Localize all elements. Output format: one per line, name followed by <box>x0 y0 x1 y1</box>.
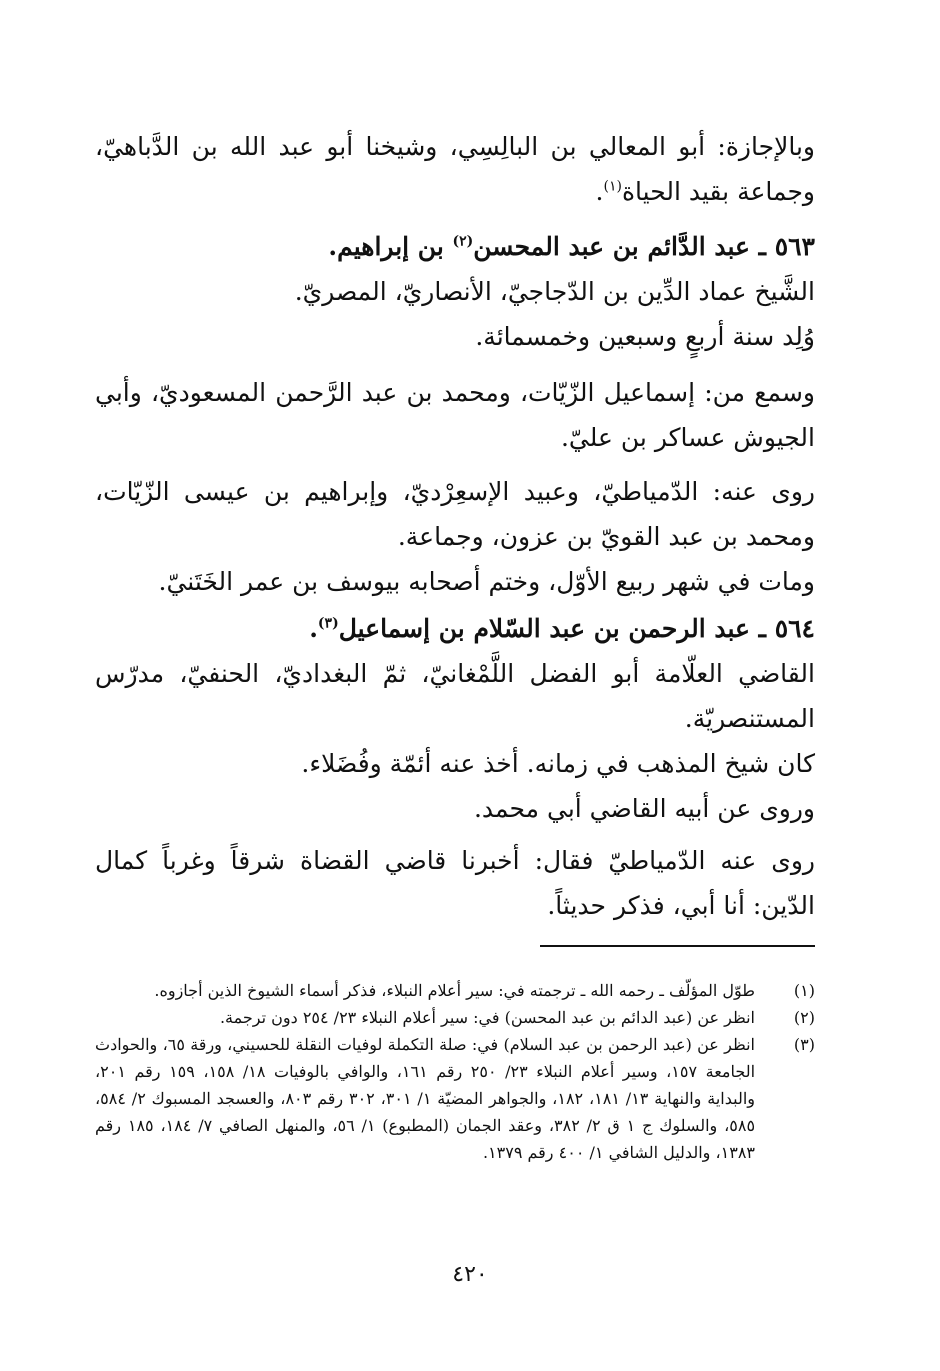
paragraph: ومات في شهر ربيع الأوّل، وختم أصحابه بيوسف بن عمر الخَتَنيّ. <box>158 567 815 596</box>
paragraph-end: . <box>595 177 604 206</box>
entry-563 <box>95 224 815 359</box>
paragraph: القاضي العلّامة أبو الفضل اللَّمْغانيّ، ثمّ البغداديّ، الحنفيّ، مدرّس المستنصريّة. <box>95 659 815 733</box>
paragraph <box>95 124 815 214</box>
continuation-paragraph <box>95 124 815 214</box>
footnote-text: طوّل المؤلّف ـ رحمه الله ـ ترجمته في: سير أعلام النبلاء، فذكر أسماء الشيوخ الذين أجازوه. <box>154 981 755 1000</box>
entry-heading-end: . <box>309 614 318 643</box>
footnote-number: (٣) <box>793 1035 815 1054</box>
entry-heading-text: ٥٦٤ ـ عبد الرحمن بن عبد السّلام بن إسماعيل <box>338 614 815 643</box>
footnote-text: انظر عن (عبد الدائم بن عبد المحسن) في: سير أعلام النبلاء ٢٣/ ٢٥٤ دون ترجمة. <box>219 1008 755 1027</box>
page-number: ٤٢٠ <box>452 1262 488 1287</box>
paragraph-text: وبالإجازة: أبو المعالي بن البالِسِي، وشيخنا أبو عبد الله بن الدَّباهيّ، وجماعة بقيد الحياة <box>95 132 815 206</box>
paragraph: كان شيخ المذهب في زمانه. أخذ عنه أئمّة وفُضَلاء. <box>301 749 815 778</box>
paragraph: روى عنه الدّمياطيّ فقال: أخبرنا قاضي القضاة شرقاً وغرباً كمال الدّين: أنا أبي، فذكر حديثاً. <box>95 846 815 920</box>
footnote-ref-1[interactable]: (١) <box>603 178 622 195</box>
entry-564-riwaya <box>95 838 815 928</box>
entry-heading-564 <box>95 606 815 651</box>
paragraph: الشَّيخ عماد الدِّين بن الدّجاجيّ، الأنصاريّ، المصريّ. <box>294 277 815 306</box>
footnote-ref-2[interactable]: (٢) <box>452 233 474 250</box>
footnotes <box>95 977 815 1166</box>
entry-heading-563 <box>95 224 815 269</box>
footnote-3 <box>95 1031 815 1166</box>
paragraph: وُلِد سنة أربعٍ وسبعين وخمسمائة. <box>475 322 815 351</box>
entry-heading-text: ٥٦٣ ـ عبد الدَّائم بن عبد المحسن <box>473 232 815 261</box>
footnote-number: (١) <box>793 981 815 1000</box>
entry-563-riwaya <box>95 469 815 604</box>
footnote-1 <box>95 977 815 1004</box>
footnote-ref-3[interactable]: (٣) <box>317 615 339 632</box>
footnote-number: (٢) <box>793 1008 815 1027</box>
entry-563-sama <box>95 370 815 460</box>
paragraph: وسمع من: إسماعيل الزّيّات، ومحمد بن عبد الرَّحمن المسعوديّ، وأبي الجيوش عساكر بن عليّ. <box>95 378 815 452</box>
entry-564 <box>95 606 815 831</box>
footnote-separator <box>540 945 815 947</box>
paragraph: وروى عن أبيه القاضي أبي محمد. <box>473 794 815 823</box>
footnote-text: انظر عن (عبد الرحمن بن عبد السلام) في: صلة التكملة لوفيات النقلة للحسيني، ورقة ٦٥، والحوادث الجامعة ١٥٧، وسير أعلام النبلاء ٢٣/ ٢٥٠ رقم ١٦١، والوافي بالوفيات ١٨/ ١٥٨، ١٥٩ رقم ٢٠١، والبداية والنهاية ١٣/ ١٨١، ١٨٢، والجواهر المضيّة ١/ ٣٠١، ٣٠٢ رقم ٨٠٣، والعسجد المسبوك ٢/ ٥٨٤، ٥٨٥، والسلوك ج ١ ق ٢/ ٣٨٢، وعقد الجمان (المطبوع) ١/ ٥٦، والمنهل الصافي ٧/ ١٨٤، ١٨٥ رقم ١٣٨٣، والدليل الشافي ١/ ٤٠٠ رقم ١٣٧٩. <box>95 1035 756 1162</box>
paragraph: روى عنه: الدّمياطيّ، وعبيد الإسعِرْديّ، وإبراهيم بن عيسى الزّيّات، ومحمد بن عبد القويّ بن عزون، وجماعة. <box>95 477 815 551</box>
footnote-2 <box>95 1004 815 1031</box>
entry-heading-end: بن إبراهيم. <box>328 232 453 261</box>
